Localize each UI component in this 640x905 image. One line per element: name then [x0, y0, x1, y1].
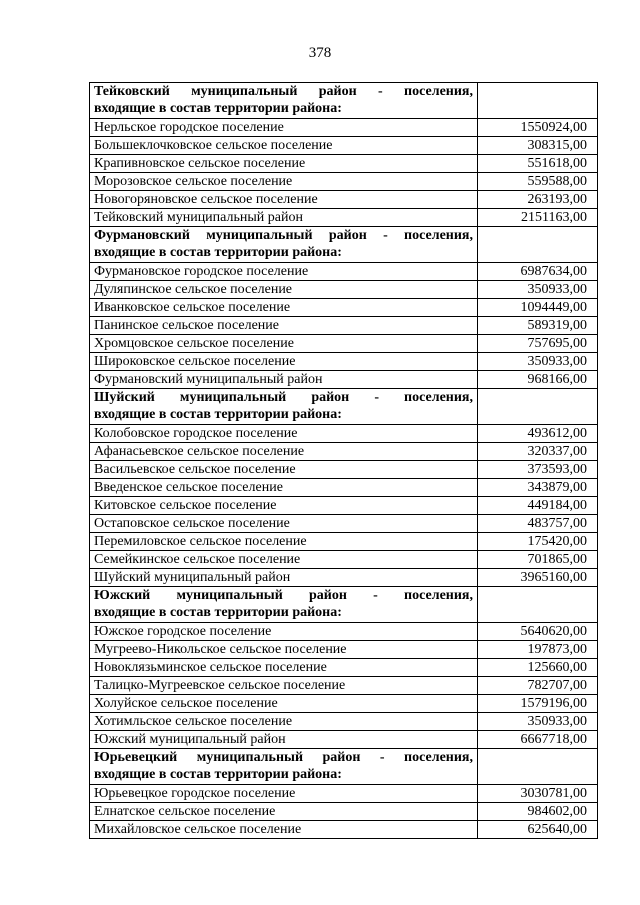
section-header-row	[90, 227, 598, 263]
settlement-name: Семейкинское сельское поселение	[90, 551, 478, 569]
settlement-amount: 320337,00	[478, 443, 598, 461]
section-title	[90, 389, 478, 425]
settlement-amount: 5640620,00	[478, 623, 598, 641]
table-row	[90, 713, 598, 731]
section-title-line1: Юрьевецкий муниципальный район - поселения,	[94, 750, 473, 765]
settlement-amount: 373593,00	[478, 461, 598, 479]
settlement-name: Южское городское поселение	[90, 623, 478, 641]
table-row	[90, 803, 598, 821]
settlement-amount: 701865,00	[478, 551, 598, 569]
table-row	[90, 317, 598, 335]
settlement-name: Иванковское сельское поселение	[90, 299, 478, 317]
table-row	[90, 623, 598, 641]
table-row	[90, 443, 598, 461]
settlement-name: Новогоряновское сельское поселение	[90, 191, 478, 209]
settlement-amount: 782707,00	[478, 677, 598, 695]
settlement-name: Южский муниципальный район	[90, 731, 478, 749]
section-amount-cell	[478, 227, 598, 263]
section-title-line1: Южский муниципальный район - поселения,	[94, 588, 473, 603]
section-title	[90, 227, 478, 263]
settlement-amount: 757695,00	[478, 335, 598, 353]
settlement-amount: 197873,00	[478, 641, 598, 659]
table-row	[90, 425, 598, 443]
table-row	[90, 371, 598, 389]
settlement-amount: 3965160,00	[478, 569, 598, 587]
section-title	[90, 83, 478, 119]
section-title	[90, 587, 478, 623]
section-title	[90, 749, 478, 785]
settlement-name: Юрьевецкое городское поселение	[90, 785, 478, 803]
table-row	[90, 353, 598, 371]
settlement-amount: 1579196,00	[478, 695, 598, 713]
settlement-name: Фурмановское городское поселение	[90, 263, 478, 281]
settlement-name: Фурмановский муниципальный район	[90, 371, 478, 389]
table-row	[90, 173, 598, 191]
section-header-row	[90, 389, 598, 425]
table-row	[90, 515, 598, 533]
settlement-name: Холуйское сельское поселение	[90, 695, 478, 713]
settlement-name: Афанасьевское сельское поселение	[90, 443, 478, 461]
settlement-name: Талицко-Мугреевское сельское поселение	[90, 677, 478, 695]
table-row	[90, 533, 598, 551]
settlement-amount: 263193,00	[478, 191, 598, 209]
settlement-name: Дуляпинское сельское поселение	[90, 281, 478, 299]
settlement-name: Перемиловское сельское поселение	[90, 533, 478, 551]
settlement-amount: 589319,00	[478, 317, 598, 335]
table-row	[90, 479, 598, 497]
settlement-name: Широковское сельское поселение	[90, 353, 478, 371]
settlement-name: Хромцовское сельское поселение	[90, 335, 478, 353]
settlement-amount: 551618,00	[478, 155, 598, 173]
table-row	[90, 155, 598, 173]
settlement-amount: 350933,00	[478, 713, 598, 731]
table-row	[90, 263, 598, 281]
section-header-row	[90, 83, 598, 119]
settlement-amount: 2151163,00	[478, 209, 598, 227]
table-row	[90, 731, 598, 749]
settlement-name: Китовское сельское поселение	[90, 497, 478, 515]
settlement-name: Нерльское городское поселение	[90, 119, 478, 137]
page-number: 378	[308, 45, 332, 61]
table-row	[90, 695, 598, 713]
budget-table	[89, 82, 598, 839]
table-row	[90, 209, 598, 227]
settlement-amount: 125660,00	[478, 659, 598, 677]
settlement-name: Тейковский муниципальный район	[90, 209, 478, 227]
section-title-line2: входящие в состав территории района:	[94, 407, 342, 422]
settlement-name: Шуйский муниципальный район	[90, 569, 478, 587]
section-title-line2: входящие в состав территории района:	[94, 101, 342, 116]
table-row	[90, 821, 598, 839]
table-row	[90, 785, 598, 803]
table-row	[90, 119, 598, 137]
settlement-amount: 343879,00	[478, 479, 598, 497]
settlement-amount: 559588,00	[478, 173, 598, 191]
settlement-name: Крапивновское сельское поселение	[90, 155, 478, 173]
settlement-amount: 350933,00	[478, 353, 598, 371]
settlement-name: Мугреево-Никольское сельское поселение	[90, 641, 478, 659]
settlement-amount: 6667718,00	[478, 731, 598, 749]
settlement-amount: 350933,00	[478, 281, 598, 299]
settlement-amount: 984602,00	[478, 803, 598, 821]
section-title-line2: входящие в состав территории района:	[94, 245, 342, 260]
section-title-line2: входящие в состав территории района:	[94, 767, 342, 782]
settlement-amount: 1094449,00	[478, 299, 598, 317]
table-row	[90, 497, 598, 515]
table-body	[90, 83, 598, 839]
section-title-line1: Фурмановский муниципальный район - поселения,	[94, 228, 473, 243]
settlement-name: Остаповское сельское поселение	[90, 515, 478, 533]
section-header-row	[90, 587, 598, 623]
settlement-name: Елнатское сельское поселение	[90, 803, 478, 821]
section-header-row	[90, 749, 598, 785]
settlement-amount: 1550924,00	[478, 119, 598, 137]
settlement-amount: 3030781,00	[478, 785, 598, 803]
table-row	[90, 137, 598, 155]
settlement-amount: 625640,00	[478, 821, 598, 839]
settlement-name: Большеклочковское сельское поселение	[90, 137, 478, 155]
table-row	[90, 191, 598, 209]
settlement-name: Панинское сельское поселение	[90, 317, 478, 335]
settlement-amount: 449184,00	[478, 497, 598, 515]
section-amount-cell	[478, 749, 598, 785]
table-row	[90, 569, 598, 587]
settlement-name: Колобовское городское поселение	[90, 425, 478, 443]
settlement-amount: 175420,00	[478, 533, 598, 551]
settlement-amount: 6987634,00	[478, 263, 598, 281]
section-title-line1: Шуйский муниципальный район - поселения,	[94, 390, 473, 405]
table-row	[90, 461, 598, 479]
table-row	[90, 641, 598, 659]
settlement-name: Введенское сельское поселение	[90, 479, 478, 497]
table-row	[90, 551, 598, 569]
settlement-name: Морозовское сельское поселение	[90, 173, 478, 191]
settlement-amount: 483757,00	[478, 515, 598, 533]
table-row	[90, 335, 598, 353]
table-row	[90, 281, 598, 299]
settlement-name: Хотимльское сельское поселение	[90, 713, 478, 731]
section-amount-cell	[478, 587, 598, 623]
section-amount-cell	[478, 83, 598, 119]
settlement-amount: 493612,00	[478, 425, 598, 443]
section-title-line1: Тейковский муниципальный район - поселения,	[94, 84, 473, 99]
settlement-name: Новоклязьминское сельское поселение	[90, 659, 478, 677]
table-row	[90, 677, 598, 695]
settlement-amount: 968166,00	[478, 371, 598, 389]
section-amount-cell	[478, 389, 598, 425]
table-row	[90, 299, 598, 317]
settlement-name: Васильевское сельское поселение	[90, 461, 478, 479]
table-row	[90, 659, 598, 677]
settlement-amount: 308315,00	[478, 137, 598, 155]
settlement-name: Михайловское сельское поселение	[90, 821, 478, 839]
section-title-line2: входящие в состав территории района:	[94, 605, 342, 620]
